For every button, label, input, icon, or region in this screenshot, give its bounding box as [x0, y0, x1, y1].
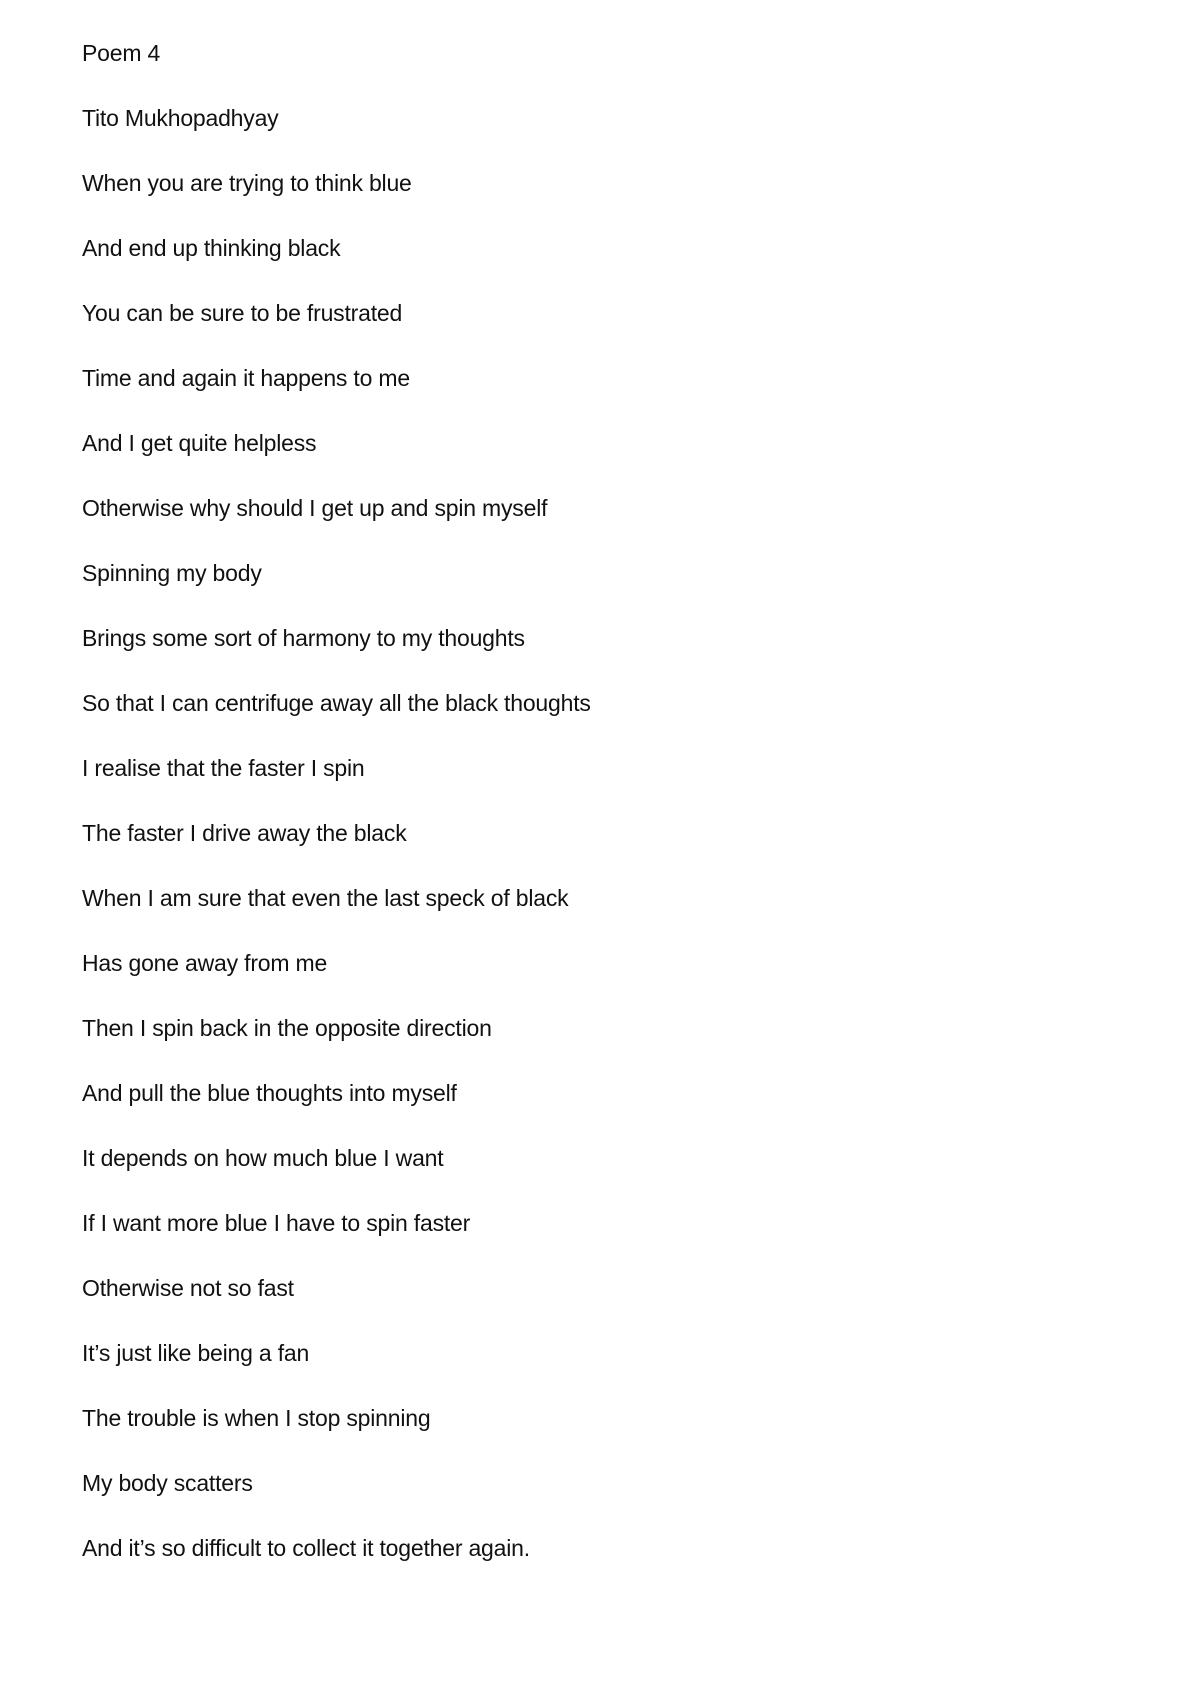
poem-line: Otherwise why should I get up and spin myself — [82, 495, 548, 521]
poem-line: And end up thinking black — [82, 235, 341, 261]
poem-line: And I get quite helpless — [82, 430, 317, 456]
poem-line: Then I spin back in the opposite direction — [82, 1015, 492, 1041]
poem-line: So that I can centrifuge away all the black thoughts — [82, 690, 591, 716]
poem-author: Tito Mukhopadhyay — [82, 105, 279, 131]
poem-line: When I am sure that even the last speck of black — [82, 885, 569, 911]
poem-line: If I want more blue I have to spin faster — [82, 1210, 471, 1236]
poem-line: And it’s so difficult to collect it together again. — [82, 1535, 530, 1561]
poem-line: It depends on how much blue I want — [82, 1145, 444, 1171]
poem-line: When you are trying to think blue — [82, 170, 412, 196]
poem-line: Brings some sort of harmony to my thoughts — [82, 625, 525, 651]
poem-line: It’s just like being a fan — [82, 1340, 310, 1366]
poem-line: Spinning my body — [82, 560, 262, 586]
poem-line: The trouble is when I stop spinning — [82, 1405, 431, 1431]
poem-line: The faster I drive away the black — [82, 820, 407, 846]
poem-line: Has gone away from me — [82, 950, 328, 976]
poem-line: And pull the blue thoughts into myself — [82, 1080, 457, 1106]
poem-line: I realise that the faster I spin — [82, 755, 365, 781]
poem-line: Time and again it happens to me — [82, 365, 410, 391]
poem-title: Poem 4 — [82, 40, 161, 66]
poem-body — [82, 38, 1122, 1598]
poem-line: Otherwise not so fast — [82, 1275, 294, 1301]
poem-line: You can be sure to be frustrated — [82, 300, 403, 326]
poem-line: My body scatters — [82, 1470, 253, 1496]
